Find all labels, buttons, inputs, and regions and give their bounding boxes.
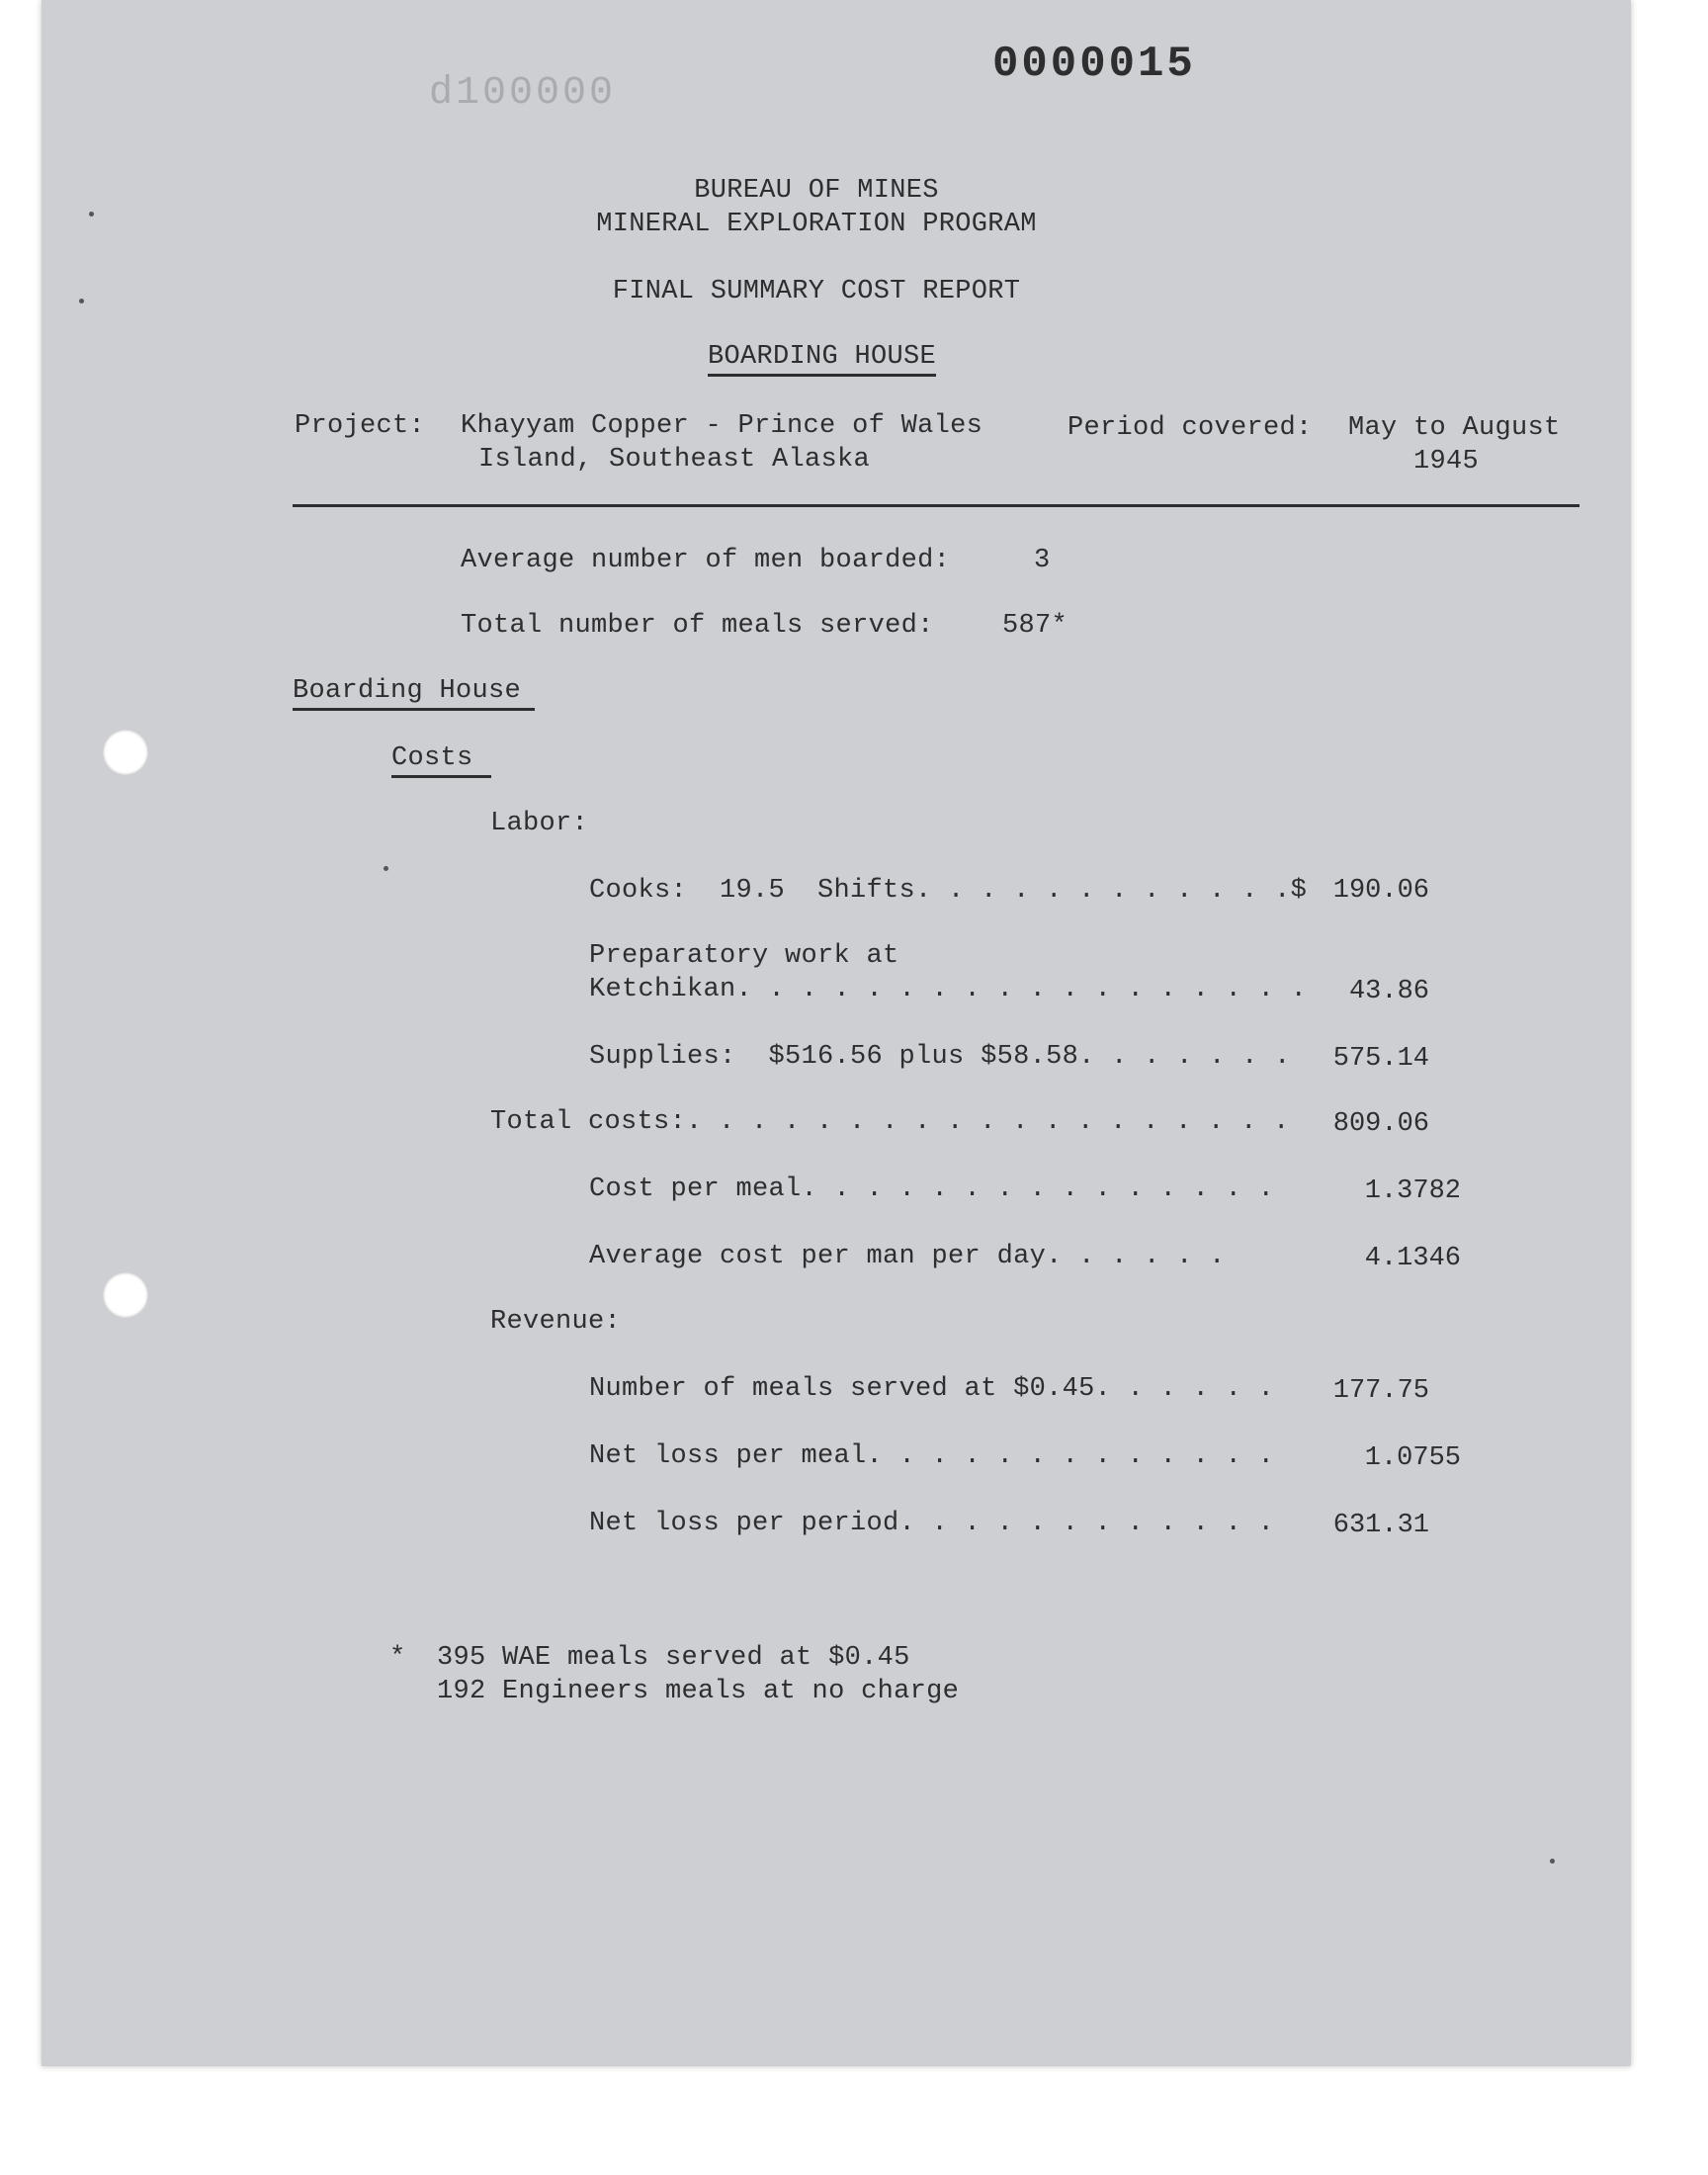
punch-hole-top (103, 730, 148, 775)
avg-cost-value: 4.1346 (1364, 1244, 1461, 1273)
agency-name: BUREAU OF MINES (694, 176, 939, 206)
speck (1550, 1859, 1555, 1864)
prep-line2: Ketchikan. . . . . . . . . . . . . . . . . . (589, 975, 1308, 1004)
supplies-value: 575.14 (1332, 1044, 1429, 1074)
net-loss-period-line: Net loss per period. . . . . . . . . . . . (589, 1509, 1275, 1538)
net-loss-meal-line: Net loss per meal. . . . . . . . . . . . . (589, 1441, 1275, 1471)
total-meals-label: Total number of meals served: (461, 611, 934, 641)
avg-cost-line: Average cost per man per day. . . . . . (589, 1242, 1226, 1271)
stamp-number: d100000 (429, 71, 617, 116)
report-title: FINAL SUMMARY COST REPORT (612, 277, 1021, 306)
meals-served-line: Number of meals served at $0.45. . . . . . (589, 1374, 1275, 1404)
net-loss-meal-value: 1.0755 (1364, 1443, 1461, 1473)
supplies-line: Supplies: $516.56 plus $58.58. . . . . . . (589, 1042, 1291, 1072)
project-value-line2: Island, Southeast Alaska (478, 445, 871, 475)
cost-per-meal-line: Cost per meal. . . . . . . . . . . . . . . (589, 1174, 1275, 1204)
document-page (42, 0, 1631, 2066)
cooks-line: Cooks: 19.5 Shifts. . . . . . . . . . . .$ (589, 876, 1308, 906)
cooks-value: 190.06 (1332, 876, 1429, 906)
project-label: Project: (295, 411, 426, 441)
revenue-heading: Revenue: (490, 1307, 622, 1337)
boarding-house-heading: Boarding House (293, 676, 535, 711)
avg-men-value: 3 (1034, 546, 1051, 575)
project-value-line1: Khayyam Copper - Prince of Wales (461, 411, 983, 441)
speck (384, 866, 388, 871)
period-value-line2: 1945 (1413, 447, 1480, 477)
document-number: 0000015 (992, 40, 1196, 89)
costs-heading: Costs (391, 743, 491, 778)
prep-value: 43.86 (1348, 977, 1429, 1006)
period-label: Period covered: (1068, 413, 1313, 443)
speck (79, 299, 84, 304)
labor-heading: Labor: (490, 809, 589, 838)
cost-per-meal-value: 1.3782 (1364, 1176, 1461, 1206)
total-meals-value: 587* (1002, 611, 1068, 641)
section-title: BOARDING HOUSE (708, 342, 936, 377)
prep-line1: Preparatory work at (589, 941, 899, 971)
period-value-line1: May to August (1348, 413, 1561, 443)
header-divider (293, 504, 1580, 507)
program-name: MINERAL EXPLORATION PROGRAM (596, 210, 1037, 239)
total-costs-value: 809.06 (1332, 1109, 1429, 1139)
total-costs-line: Total costs:. . . . . . . . . . . . . . . . . . . (490, 1107, 1290, 1137)
net-loss-period-value: 631.31 (1332, 1511, 1429, 1540)
footnote-marker: * (389, 1643, 406, 1673)
footnote-line1: 395 WAE meals served at $0.45 (437, 1643, 910, 1673)
speck (89, 212, 94, 217)
meals-served-value: 177.75 (1332, 1376, 1429, 1406)
punch-hole-bottom (103, 1272, 148, 1318)
footnote-line2: 192 Engineers meals at no charge (437, 1677, 960, 1706)
avg-men-label: Average number of men boarded: (461, 546, 951, 575)
